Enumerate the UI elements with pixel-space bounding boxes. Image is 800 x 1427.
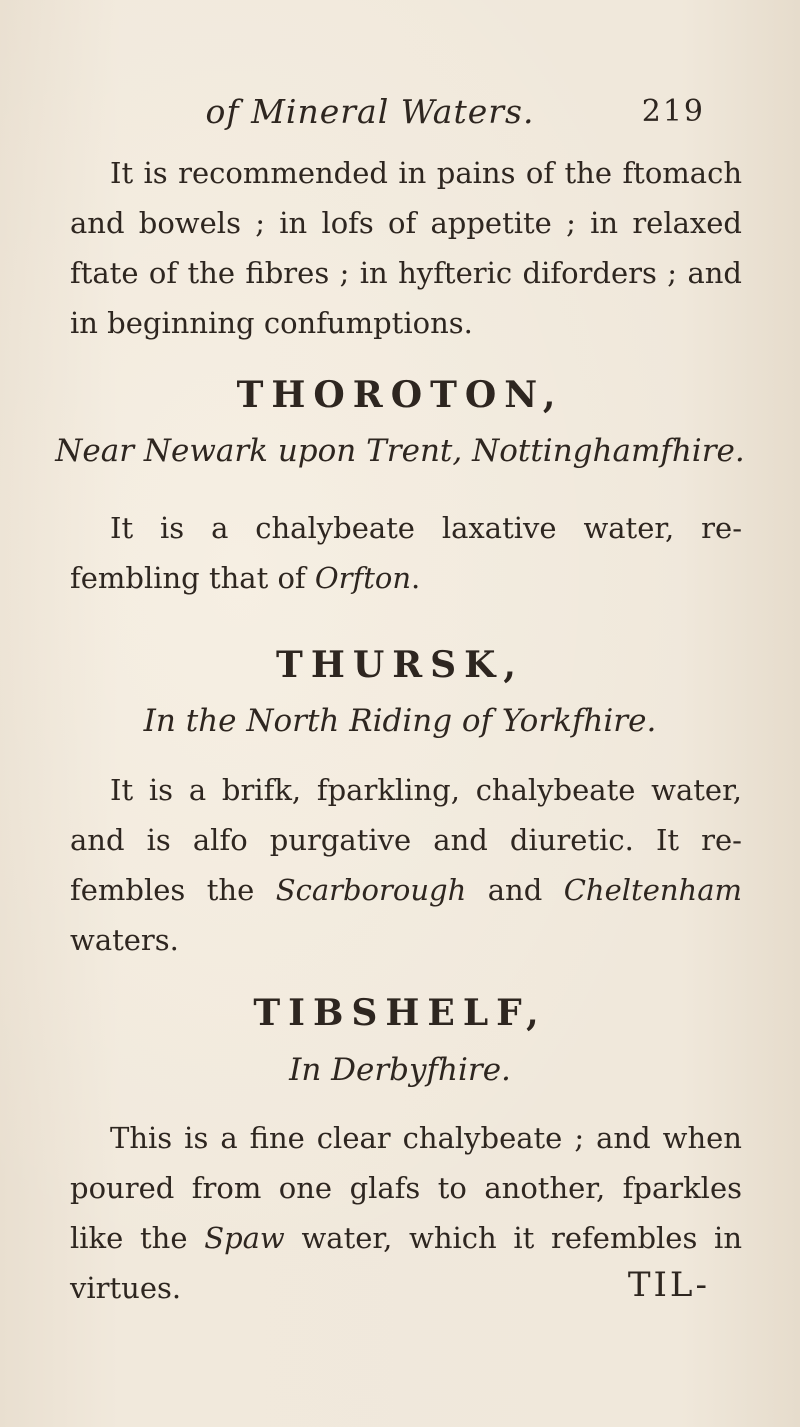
intro-paragraph <box>70 148 742 348</box>
entry-text-part: . <box>411 561 421 595</box>
entry-text-part: waters. <box>70 923 179 957</box>
page-header <box>0 92 800 142</box>
place-name: Spaw <box>204 1221 285 1255</box>
entry-text-part: It is a chalybeate laxative water, re-fembling that of <box>70 511 742 595</box>
catchword: TIL- <box>627 1265 710 1305</box>
entry-text-part: This is a fine clear chalybeate ; and when poured from one glafs to another, fparkles like the <box>70 1121 742 1255</box>
place-name: Scarborough <box>275 873 467 907</box>
entry-heading-thoroton: THOROTON, <box>236 374 564 416</box>
entry-text-part: and <box>466 873 564 907</box>
entry-location-tibshelf: In Derbyfhire. <box>289 1052 511 1088</box>
entry-text-part: water, which it refembles in virtues. <box>70 1221 742 1305</box>
entry-heading-thursk: THURSK, <box>276 644 524 686</box>
entry-location-thursk: In the North Riding of Yorkfhire. <box>143 703 657 739</box>
intro-text: It is recommended in pains of the ftomach and bowels ; in lofs of appetite ; in relaxed ftate of the fibres ; in hyfteric diforders ; and in beginning confumptions. <box>70 156 742 340</box>
entry-heading-tibshelf: TIBSHELF, <box>253 992 547 1034</box>
place-name: Cheltenham <box>563 873 742 907</box>
running-title: of Mineral Waters. <box>205 92 535 131</box>
entry-location-thoroton: Near Newark upon Trent, Nottinghamfhire. <box>55 433 745 469</box>
page-number: 219 <box>641 94 705 129</box>
entry-text-thursk <box>70 765 742 965</box>
place-name: Orfton <box>314 561 412 595</box>
entry-text-thoroton <box>70 503 742 603</box>
entry-text-part: It is a brifk, fparkling, chalybeate water, and is alfo purgative and diuretic. It re-fembles the <box>70 773 742 907</box>
